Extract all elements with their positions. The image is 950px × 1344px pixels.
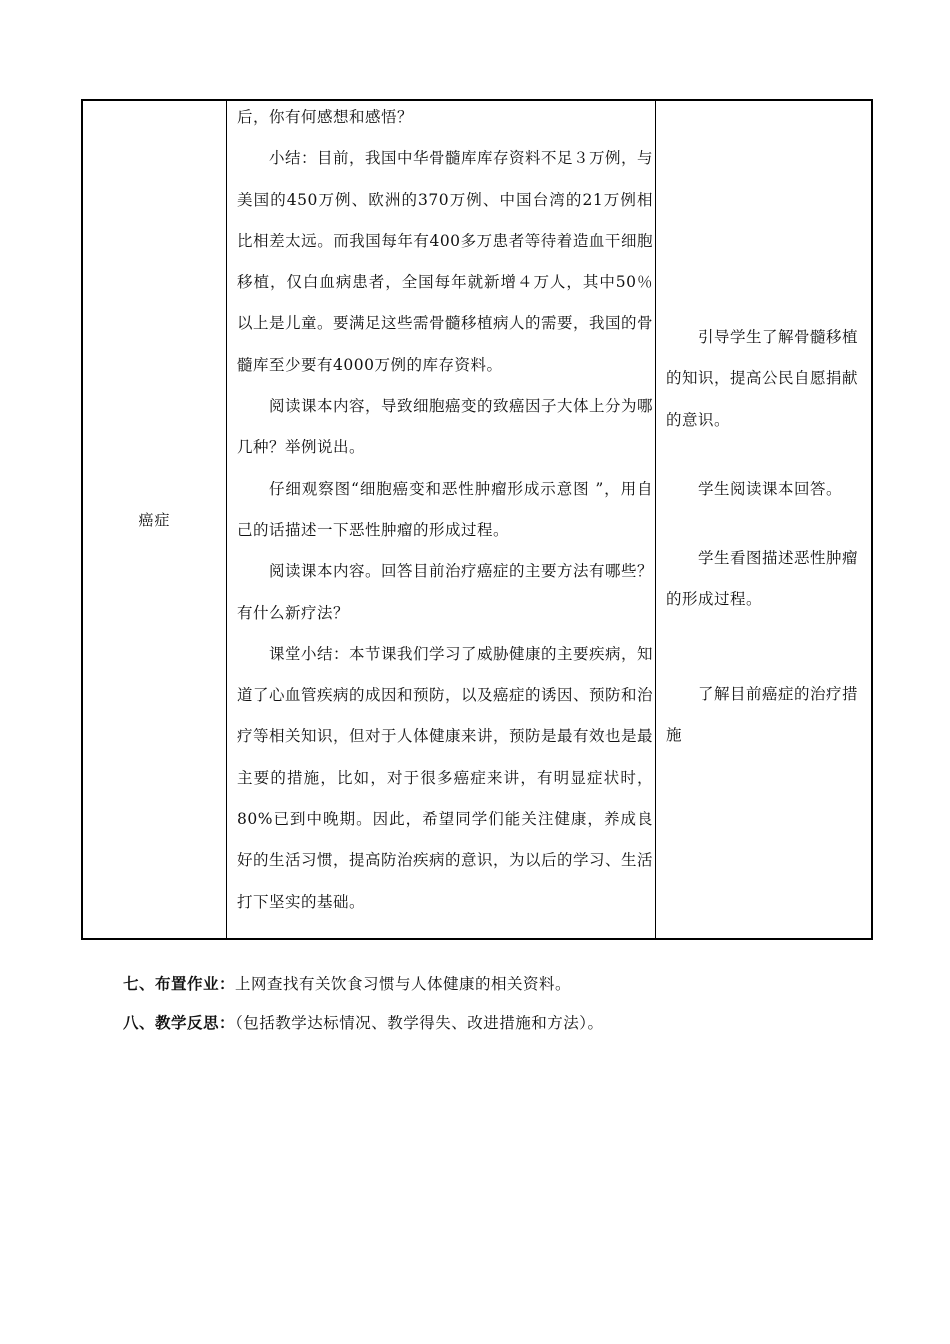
content-paragraph: 阅读课本内容。回答目前治疗癌症的主要方法有哪些？有什么新疗法？	[237, 562, 654, 622]
homework-section	[123, 972, 571, 994]
note-paragraph: 了解目前癌症的治疗措施	[666, 684, 859, 745]
note-paragraph: 学生看图描述恶性肿瘤的形成过程。	[666, 549, 859, 609]
table-row	[82, 100, 872, 939]
reflection-section	[123, 1011, 604, 1033]
content-paragraph: 后，你有何感想和感悟？	[237, 108, 414, 126]
content-paragraph: 课堂小结：本节课我们学习了威胁健康的主要疾病，知道了心血管疾病的成因和预防，以及癌症的诱因、预防和治疗等相关知识，但对于人体健康来讲，预防是最有效也是最主要的措施，比如，对于很多癌症来讲，有明显症状时，80%已到中晚期。因此，希望同学们能关注健康，养成良好的生活习惯，提高防治疾病的意识，为以后的学习、生活打下坚实的基础。	[237, 644, 654, 911]
content-paragraph: 阅读课本内容，导致细胞癌变的致癌因子大体上分为哪几种？举例说出。	[237, 397, 654, 457]
note-paragraph: 引导学生了解骨髓移植的知识，提高公民自愿捐献的意识。	[666, 328, 859, 429]
lesson-plan-table	[81, 99, 873, 940]
teaching-content-cell	[227, 100, 656, 939]
topic-cell	[82, 100, 227, 939]
note-paragraph: 学生阅读课本回答。	[698, 479, 843, 498]
topic-label: 癌症	[138, 511, 171, 529]
teaching-content	[237, 97, 653, 923]
content-paragraph: 小结：目前，我国中华骨髓库库存资料不足３万例，与美国的450万例、欧洲的370万例、中国台湾的21万例相比相差太远。而我国每年有400多万患者等待着造血干细胞移植，仅白血病患者，全国每年就新增４万人，其中50％以上是儿童。要满足这些需骨髓移植病人的需要，我国的骨髓库至少要有4000万例的库存资料。	[237, 149, 654, 374]
design-intent-cell	[656, 100, 873, 939]
homework-text: 上网查找有关饮食习惯与人体健康的相关资料。	[235, 975, 572, 993]
design-notes	[666, 101, 861, 756]
content-paragraph: 仔细观察图“细胞癌变和恶性肿瘤形成示意图 ”，用自己的话描述一下恶性肿瘤的形成过程。	[237, 479, 653, 539]
reflection-label: 八、教学反思：	[123, 1014, 236, 1032]
homework-label: 七、布置作业：	[123, 975, 236, 993]
reflection-text: （包括教学达标情况、教学得失、改进措施和方法）。	[235, 1014, 604, 1032]
